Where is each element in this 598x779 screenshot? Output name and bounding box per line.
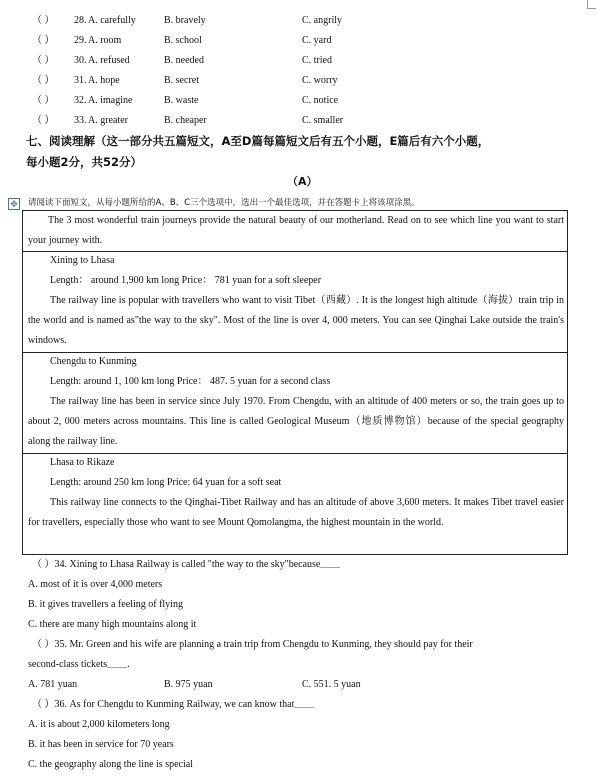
cloze-28-num: 28. (74, 15, 87, 26)
cloze-29-a: A. room (88, 35, 122, 46)
q35-option-a: A. 781 yuan (28, 679, 78, 690)
route-3-name: Lhasa to Rikaze (50, 457, 115, 468)
route-2-desc: The railway line has been in service since July 1970. From Chengdu, with an altitude of 400 meters or so, the train goes up to about 2, 000 meters across mountains. This line is called Geological Museum（地质博物馆）because of the special geography along the railway line. (28, 396, 564, 447)
cloze-32-c: C. notice (302, 95, 339, 106)
q34-option-a: A. most of it is over 4,000 meters (28, 579, 163, 590)
cloze-28-c: C. angrily (302, 15, 342, 26)
cloze-29-paren: （ ） (32, 35, 55, 46)
route-1-info: Length： around 1,900 km long Price： 781 yuan for a soft sleeper (50, 275, 322, 286)
route-3-desc: This railway line connects to the Qinghai-Tibet Railway and has an altitude of above 3,600 meters. It makes Tibet travel easier for travellers, especially those who want to see Mount Qomolangma, the highest mountain in the world. (28, 497, 564, 528)
section-title-line1: 七、阅读理解（这一部分共五篇短文，A至D篇每篇短文后有五个小题，E篇后有六个小题， (26, 134, 490, 148)
cloze-30-a: A. refused (88, 55, 130, 66)
q36-stem: （ ）36. As for Chengdu to Kunming Railway, we can know that＿＿ (32, 699, 315, 710)
cloze-31-num: 31. (74, 75, 87, 86)
cloze-33-num: 33. (74, 115, 87, 126)
cloze-33-b: B. cheaper (164, 115, 207, 126)
intro-text: The 3 most wonderful train journeys provide the natural beauty of our motherland. Read on to see which line you want to start your journey with. (28, 215, 564, 246)
cloze-29-num: 29. (74, 35, 87, 46)
q35-option-c: C. 551. 5 yuan (302, 679, 361, 690)
cloze-28-a: A. carefully (88, 15, 136, 26)
q36-option-a: A. it is about 2,000 kilometers long (28, 719, 170, 730)
cloze-28-paren: （ ） (32, 15, 55, 26)
section-title-line2: 每小题2分，共52分） (26, 155, 143, 169)
cloze-29-b: B. school (164, 35, 202, 46)
cloze-32-a: A. imagine (88, 95, 133, 106)
cloze-30-num: 30. (74, 55, 87, 66)
q34-option-b: B. it gives travellers a feeling of flying (28, 599, 183, 610)
route-2-name: Chengdu to Kunming (50, 356, 137, 367)
cloze-30-paren: （ ） (32, 55, 55, 66)
table-move-handle-icon[interactable]: ✥ (8, 198, 20, 210)
cloze-29-c: C. yard (302, 35, 332, 46)
route-1-name: Xining to Lhasa (50, 255, 115, 266)
cloze-32-num: 32. (74, 95, 87, 106)
route-1-desc: The railway line is popular with travellers who want to visit Tibet（西藏）. It is the longest high altitude（海拔）train trip in the world and is named as"the way to the sky". Most of the line is over 4, 000 meters. You can see Qinghai Lake outside the train's windows. (28, 295, 564, 346)
cloze-33-c: C. smaller (302, 115, 344, 126)
cloze-33-a: A. greater (88, 115, 128, 126)
cloze-31-b: B. secret (164, 75, 199, 86)
q35-stem-line2: second-class tickets＿＿. (28, 659, 130, 670)
cloze-30-b: B. needed (164, 55, 204, 66)
cloze-32-paren: （ ） (32, 95, 55, 106)
route-3-info: Length: around 250 km long Price: 64 yuan for a soft seat (50, 477, 282, 488)
q35-option-b: B. 975 yuan (164, 679, 213, 690)
q36-option-c: C. the geography along the line is special (28, 759, 193, 770)
instructions: 请阅读下面短文，从每小题所给的A、B、C三个选项中，选出一个最佳选项，并在答题卡上将该项涂黑。 (28, 198, 420, 208)
cloze-31-c: C. worry (302, 75, 338, 86)
q34-stem: （ ）34. Xining to Lhasa Railway is called "the way to the sky"because＿＿ (32, 559, 341, 570)
cloze-30-c: C. tried (302, 55, 332, 66)
route-2-info: Length: around 1, 100 km long Price： 487. 5 yuan for a second class (50, 376, 331, 387)
cloze-31-paren: （ ） (32, 75, 55, 86)
cloze-33-paren: （ ） (32, 115, 55, 126)
page-corner-mark (587, 0, 596, 9)
cloze-31-a: A. hope (88, 75, 120, 86)
q36-option-b: B. it has been in service for 70 years (28, 739, 174, 750)
q35-stem-line1: （ ）35. Mr. Green and his wife are planning a train trip from Chengdu to Kunming, they should pay for their (32, 639, 473, 650)
passage-label: （A） (287, 175, 318, 188)
cloze-32-b: B. waste (164, 95, 199, 106)
q34-option-c: C. there are many high mountains along it (28, 619, 197, 630)
cloze-28-b: B. bravely (164, 15, 206, 26)
